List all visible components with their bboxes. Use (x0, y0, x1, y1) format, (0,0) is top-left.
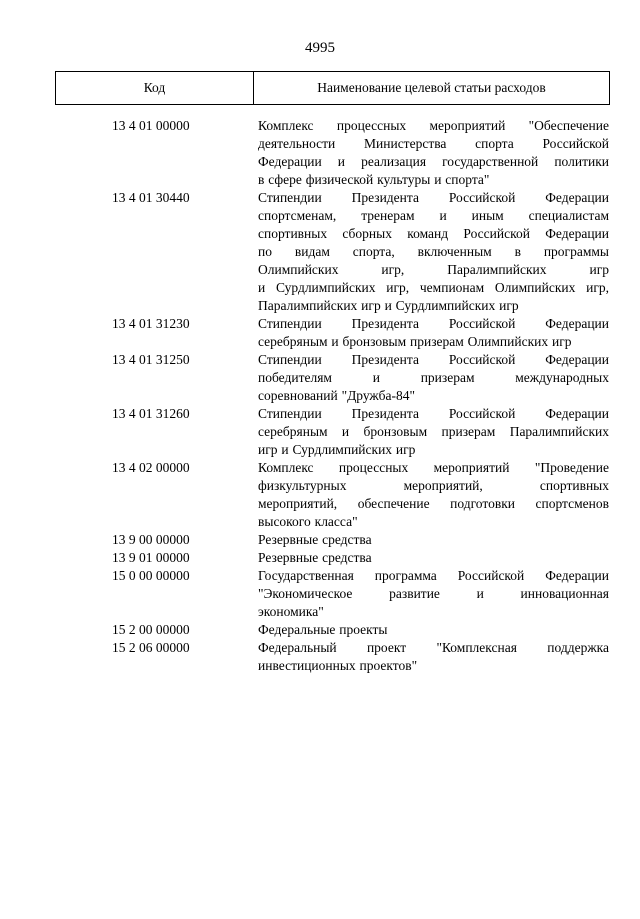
row-name (258, 459, 609, 531)
table-row (0, 315, 640, 351)
table-row (0, 405, 640, 459)
row-name-line: Федеральный проект "Комплексная поддержка (258, 640, 609, 655)
row-name-line: Паралимпийских игр и Сурдлимпийских игр (258, 298, 519, 313)
row-code: 13 4 02 00000 (112, 460, 190, 475)
row-name-line: Федеральные проекты (258, 622, 388, 637)
row-name (258, 351, 609, 405)
row-name (258, 549, 609, 567)
row-name-line: Резервные средства (258, 550, 372, 565)
row-code: 15 0 00 00000 (112, 568, 190, 583)
row-name-line: Федерации и реализация государственной политики (258, 154, 609, 169)
table-header (55, 71, 610, 105)
row-name-line: Комплекс процессных мероприятий "Проведение (258, 460, 609, 475)
row-name-line: деятельности Министерства спорта Российской (258, 136, 609, 151)
row-name-line: Комплекс процессных мероприятий "Обеспечение (258, 118, 609, 133)
row-code: 13 4 01 31260 (112, 406, 190, 421)
row-name-line: Государственная программа Российской Федерации (258, 568, 609, 583)
row-name-line: серебряным и бронзовым призерам Паралимпийских (258, 424, 609, 439)
row-name-line: Олимпийских игр, Паралимпийских игр (258, 262, 609, 277)
row-code: 13 4 01 31230 (112, 316, 190, 331)
row-name-line: соревнований "Дружба-84" (258, 388, 415, 403)
table-row (0, 117, 640, 189)
row-name-line: Стипендии Президента Российской Федерации (258, 406, 609, 421)
row-code: 13 4 01 00000 (112, 118, 190, 133)
row-name-line: Резервные средства (258, 532, 372, 547)
row-name-line: игр и Сурдлимпийских игр (258, 442, 416, 457)
row-name-line: инвестиционных проектов" (258, 658, 418, 673)
row-code: 13 9 01 00000 (112, 550, 190, 565)
row-name (258, 567, 609, 621)
table-row (0, 531, 640, 549)
row-name (258, 531, 609, 549)
row-name-line: в сфере физической культуры и спорта" (258, 172, 490, 187)
row-code: 15 2 06 00000 (112, 640, 190, 655)
row-name-line: спортсменам, тренерам и иным специалистам (258, 208, 609, 223)
row-name (258, 639, 609, 675)
table-row (0, 567, 640, 621)
row-name (258, 315, 609, 351)
row-name-line: серебряным и бронзовым призерам Олимпийских игр (258, 334, 572, 349)
row-code: 13 9 00 00000 (112, 532, 190, 547)
row-code: 15 2 00 00000 (112, 622, 190, 637)
table-row (0, 621, 640, 639)
row-name-line: Стипендии Президента Российской Федерации (258, 316, 609, 331)
page-number: 4995 (305, 40, 335, 56)
row-name (258, 621, 609, 639)
table-row (0, 351, 640, 405)
header-name: Наименование целевой статьи расходов (254, 72, 610, 104)
row-name (258, 189, 609, 315)
row-name-line: и Сурдлимпийских игр, чемпионам Олимпийских игр, (258, 280, 609, 295)
row-code: 13 4 01 31250 (112, 352, 190, 367)
table-row (0, 459, 640, 531)
row-name-line: Стипендии Президента Российской Федерации (258, 190, 609, 205)
row-name-line: физкультурных мероприятий, спортивных (258, 478, 609, 493)
table-row (0, 639, 640, 675)
row-name-line: "Экономическое развитие и инновационная (258, 586, 609, 601)
row-name-line: победителям и призерам международных (258, 370, 609, 385)
row-code: 13 4 01 30440 (112, 190, 190, 205)
row-name-line: Стипендии Президента Российской Федерации (258, 352, 609, 367)
row-name-line: по видам спорта, включенным в программы (258, 244, 609, 259)
row-name-line: мероприятий, обеспечение подготовки спортсменов (258, 496, 609, 511)
row-name-line: экономика" (258, 604, 324, 619)
row-name-line: спортивных сборных команд Российской Федерации (258, 226, 609, 241)
row-name (258, 405, 609, 459)
table-row (0, 189, 640, 315)
row-name (258, 117, 609, 189)
table-row (0, 549, 640, 567)
header-code: Код (55, 72, 254, 104)
row-name-line: высокого класса" (258, 514, 358, 529)
table-body (0, 117, 640, 675)
